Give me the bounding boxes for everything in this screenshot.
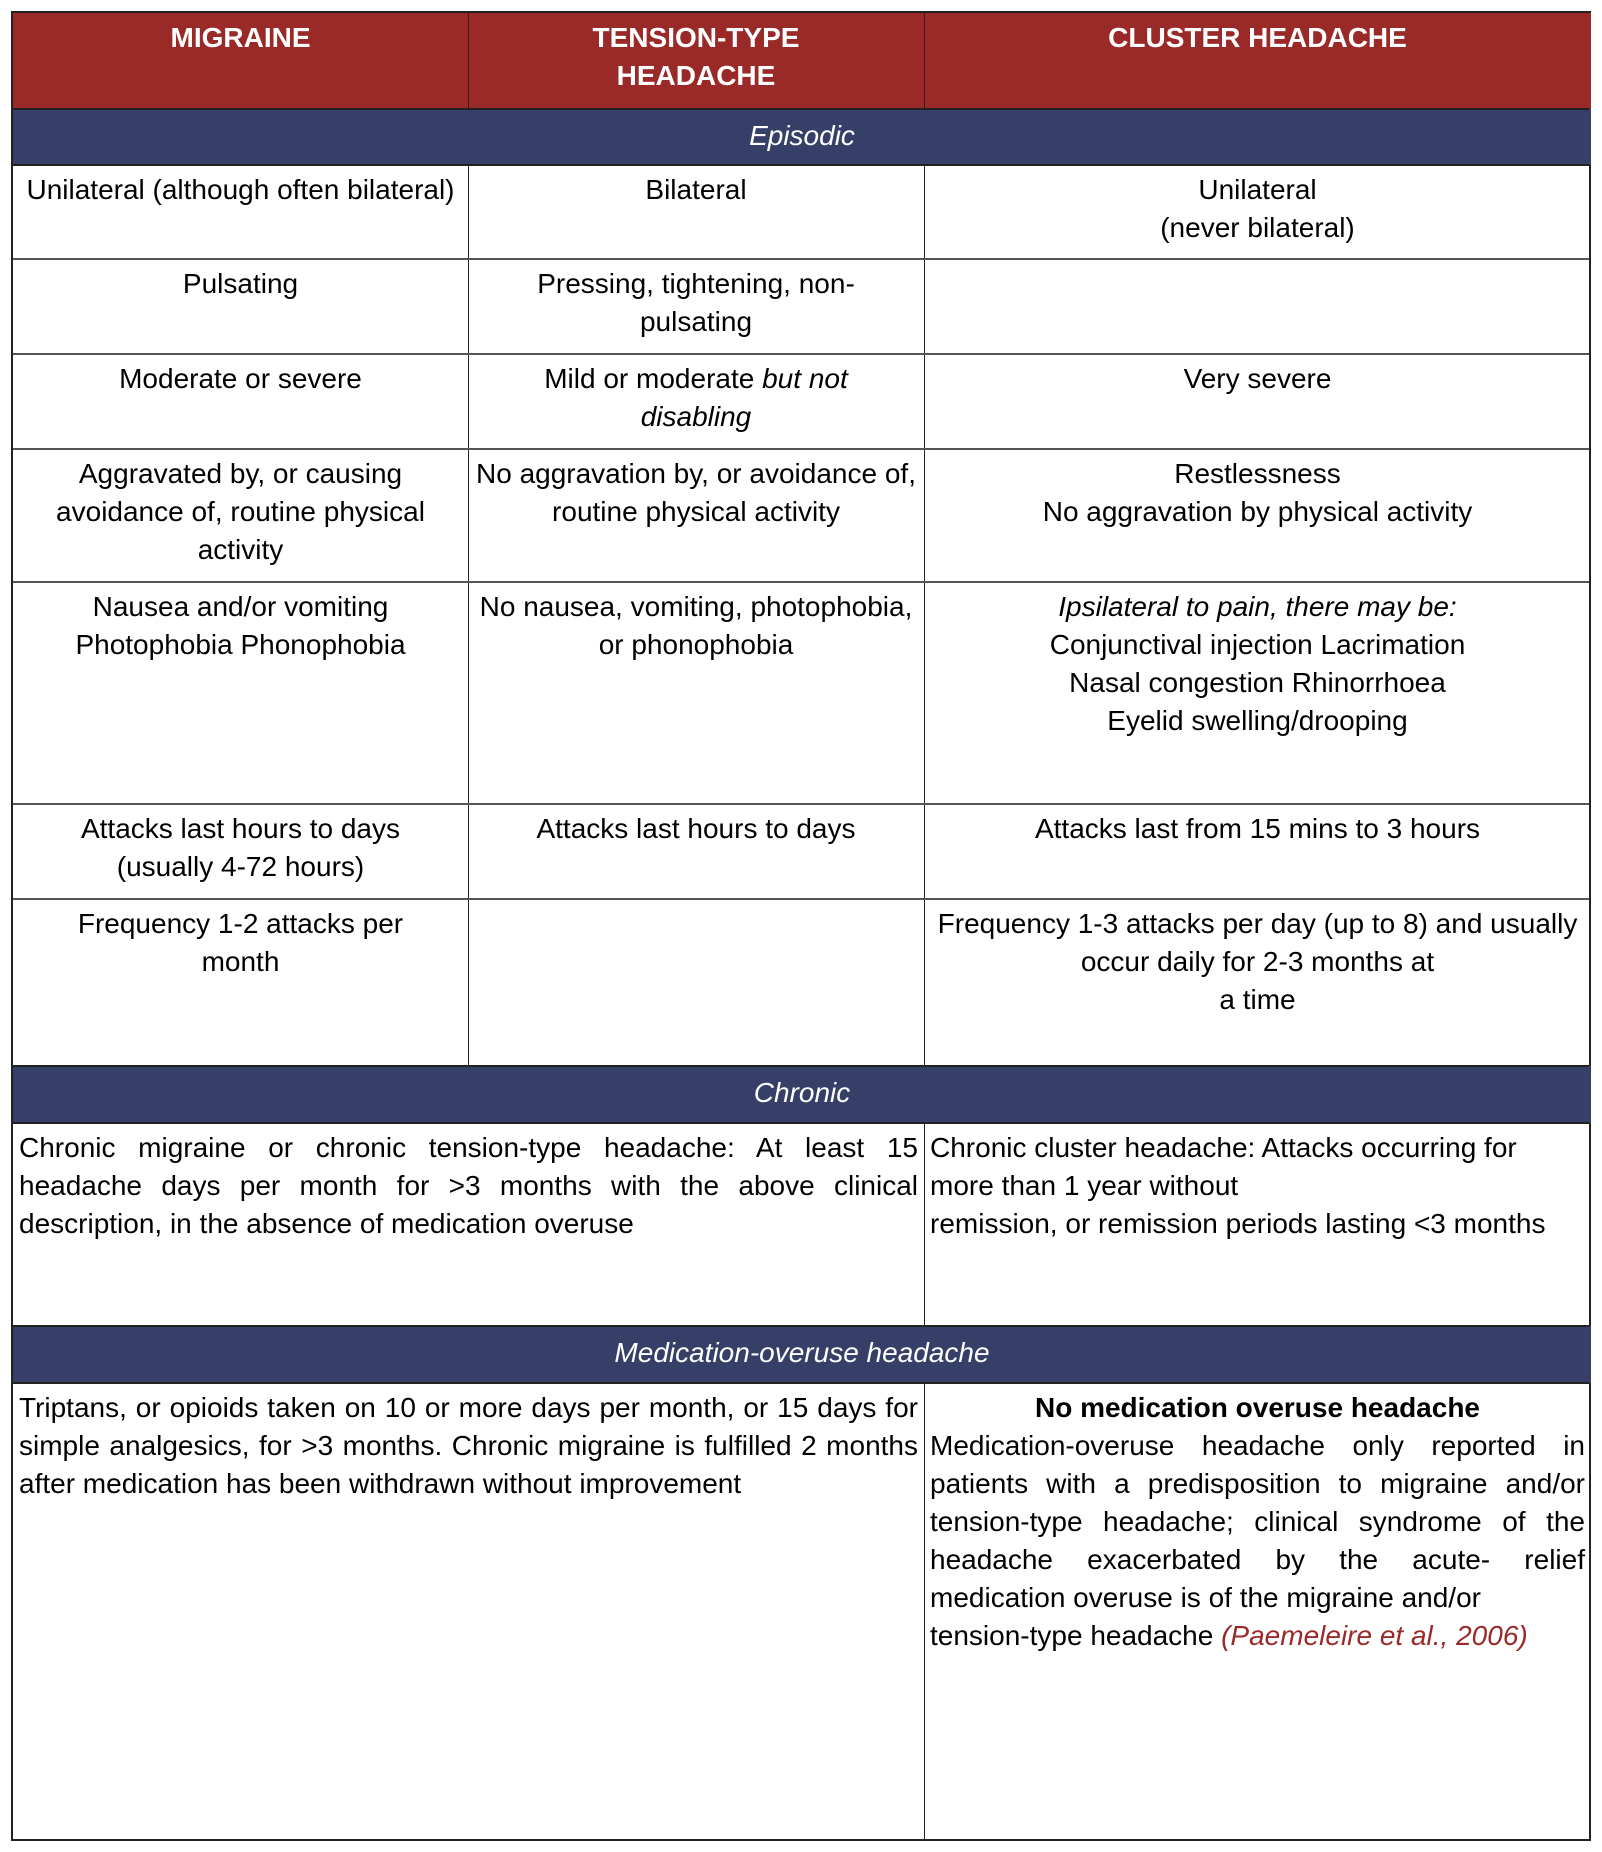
episodic-row-1-migraine bbox=[13, 165, 468, 259]
cell-text: Chronic migraine or chronic tension-type headache: At least 15 headache days per month for >3 months with the above clinical description, in the absence of medication overuse bbox=[19, 1132, 918, 1239]
episodic-row-1-tension bbox=[468, 165, 924, 259]
grid-line bbox=[13, 581, 1589, 583]
cell-text: Restlessness bbox=[1174, 458, 1341, 489]
cell-text: Eyelid swelling/drooping bbox=[1107, 705, 1408, 736]
grid-line bbox=[13, 164, 1589, 166]
headache-comparison-table bbox=[11, 11, 1591, 1841]
grid-line bbox=[924, 165, 925, 1066]
cell-text: Nausea and/or vomiting bbox=[92, 591, 389, 622]
episodic-row-2-migraine bbox=[13, 259, 468, 354]
episodic-row-4-migraine bbox=[13, 449, 468, 582]
column-header-tension-type bbox=[468, 13, 924, 109]
episodic-row-4-tension bbox=[468, 449, 924, 582]
grid-line bbox=[13, 448, 1589, 450]
cell-text: a time bbox=[1219, 984, 1296, 1015]
cell-text: No aggravation by, or avoidance of, routine physical activity bbox=[476, 458, 916, 527]
cell-text: Conjunctival injection Lacrimation bbox=[1049, 629, 1466, 660]
cell-text: No nausea, vomiting, photophobia, or phonophobia bbox=[479, 591, 913, 660]
grid-line bbox=[924, 13, 925, 109]
section-bar-chronic bbox=[13, 1066, 1591, 1123]
cell-text: Photophobia Phonophobia bbox=[75, 629, 406, 660]
cell-text: Pulsating bbox=[182, 268, 299, 299]
cell-text: Chronic cluster headache: Attacks occurring for more than 1 year without bbox=[930, 1132, 1517, 1201]
cell-text: Bilateral bbox=[645, 174, 747, 205]
column-header-migraine bbox=[13, 13, 468, 109]
cell-text: Frequency 1-2 attacks per month bbox=[77, 908, 404, 977]
column-header-cluster bbox=[924, 13, 1591, 109]
grid-line bbox=[13, 898, 1589, 900]
episodic-row-3-cluster bbox=[924, 354, 1591, 449]
cell-text: Attacks last from 15 mins to 3 hours bbox=[1034, 813, 1481, 844]
chronic-migraine-tension-cell bbox=[13, 1123, 924, 1326]
cell-text: No aggravation by physical activity bbox=[1042, 496, 1473, 527]
cell-text: Mild or moderate bbox=[544, 363, 763, 394]
grid-line bbox=[924, 1123, 925, 1326]
episodic-row-5-tension bbox=[468, 582, 924, 804]
episodic-row-6-migraine bbox=[13, 804, 468, 899]
section-bar-episodic bbox=[13, 109, 1591, 165]
cell-text: Attacks last hours to days bbox=[80, 813, 401, 844]
moh-cluster-cell bbox=[924, 1383, 1591, 1841]
cell-text: tension-type headache bbox=[930, 1620, 1222, 1651]
episodic-row-4-cluster bbox=[924, 449, 1591, 582]
episodic-row-7-cluster bbox=[924, 899, 1591, 1066]
cell-text: (usually 4-72 hours) bbox=[116, 851, 365, 882]
section-title-chronic: Chronic bbox=[753, 1077, 851, 1108]
grid-line bbox=[468, 165, 469, 1066]
cell-text: Attacks last hours to days bbox=[536, 813, 856, 844]
column-header-tension-type-label: TENSION-TYPE HEADACHE bbox=[592, 22, 800, 91]
episodic-row-3-tension bbox=[468, 354, 924, 449]
cell-text: remission, or remission periods lasting <3 months bbox=[930, 1208, 1546, 1239]
episodic-row-5-cluster bbox=[924, 582, 1591, 804]
cell-text: Unilateral (although often bilateral) bbox=[26, 174, 455, 205]
episodic-row-2-cluster bbox=[924, 259, 1591, 354]
cell-text: Moderate or severe bbox=[119, 363, 362, 394]
episodic-row-6-tension bbox=[468, 804, 924, 899]
cell-text: Triptans, or opioids taken on 10 or more days per month, or 15 days for simple analgesics, for >3 months. Chronic migraine is fulfilled 2 months after medication has been withdrawn without improvement bbox=[19, 1392, 918, 1499]
cell-text-with-citation bbox=[930, 1617, 1585, 1655]
cell-text: Very severe bbox=[1183, 363, 1332, 394]
grid-line bbox=[13, 1065, 1589, 1067]
episodic-row-7-tension bbox=[468, 899, 924, 1066]
citation-link[interactable]: (Paemeleire et al., 2006) bbox=[1221, 1620, 1528, 1651]
cell-text: Aggravated by, or causing avoidance of, routine physical activity bbox=[56, 458, 425, 565]
cell-text: Frequency 1-3 attacks per day (up to 8) and usually occur daily for 2-3 months at bbox=[937, 908, 1578, 977]
cell-text: Unilateral bbox=[1198, 174, 1317, 205]
grid-line bbox=[13, 353, 1589, 355]
episodic-row-1-cluster bbox=[924, 165, 1591, 259]
cell-title: No medication overuse headache bbox=[1034, 1392, 1481, 1423]
cell-text-italic: Ipsilateral to pain, there may be: bbox=[1058, 591, 1457, 622]
cell-text: Nasal congestion Rhinorrhoea bbox=[1069, 667, 1446, 698]
grid-line bbox=[13, 258, 1589, 260]
grid-line bbox=[13, 108, 1589, 110]
episodic-row-7-migraine bbox=[13, 899, 468, 1066]
grid-line bbox=[13, 1382, 1589, 1384]
episodic-row-3-migraine bbox=[13, 354, 468, 449]
grid-line bbox=[468, 13, 469, 109]
grid-line bbox=[13, 803, 1589, 805]
cell-text: (never bilateral) bbox=[1160, 212, 1355, 243]
grid-line bbox=[924, 1383, 925, 1841]
episodic-row-6-cluster bbox=[924, 804, 1591, 899]
section-bar-medication-overuse bbox=[13, 1326, 1591, 1383]
chronic-cluster-cell bbox=[924, 1123, 1591, 1326]
section-title-medication-overuse: Medication-overuse headache bbox=[614, 1337, 990, 1368]
column-header-cluster-label: CLUSTER HEADACHE bbox=[1108, 22, 1407, 53]
section-title-episodic: Episodic bbox=[749, 120, 855, 151]
grid-line bbox=[13, 1122, 1589, 1124]
episodic-row-2-tension bbox=[468, 259, 924, 354]
cell-text: Medication-overuse headache only reported in patients with a predisposition to migraine and/or tension-type headache; clinical syndrome of the headache exacerbated by the acute- relief medication overuse is of the migraine and/or bbox=[930, 1430, 1585, 1613]
column-header-migraine-label: MIGRAINE bbox=[170, 22, 311, 53]
episodic-row-5-migraine bbox=[13, 582, 468, 804]
cell-text-italic: but not disabling bbox=[640, 363, 848, 432]
moh-migraine-tension-cell bbox=[13, 1383, 924, 1841]
grid-line bbox=[13, 1325, 1589, 1327]
cell-text: Pressing, tightening, non-pulsating bbox=[537, 268, 855, 337]
